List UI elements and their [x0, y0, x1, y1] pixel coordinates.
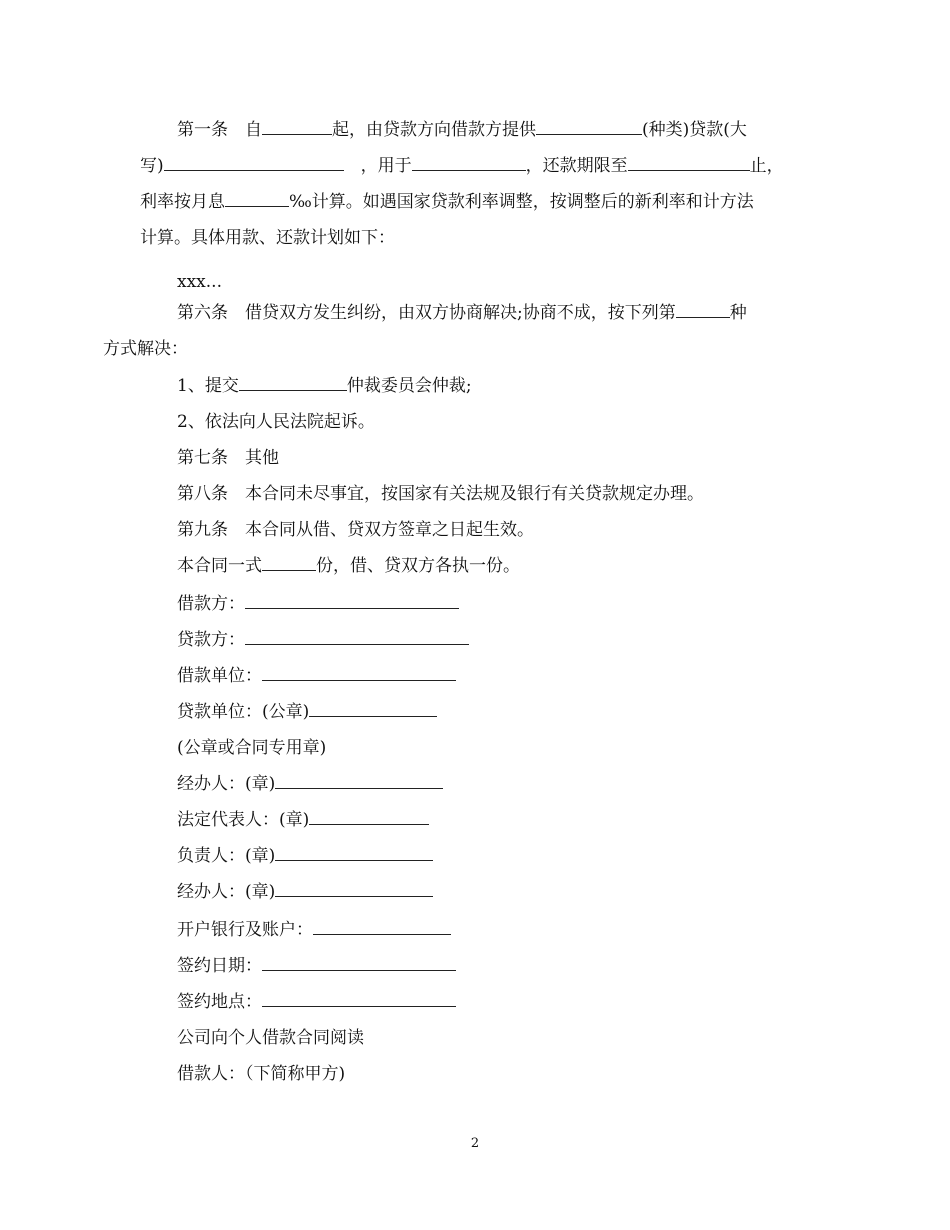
blank-copies: [262, 552, 316, 571]
blank-borrower-unit: [262, 662, 456, 681]
blank-lender: [245, 626, 469, 645]
blank-handler-1: [275, 770, 443, 789]
article-1-text-i: ‰计算。如遇国家贷款利率调整，按调整后的新利率和计方法: [289, 192, 754, 212]
blank-start-date: [262, 116, 332, 135]
responsible-label: 负责人：(章): [177, 846, 276, 866]
blank-interest-rate: [225, 188, 289, 207]
lender-unit-label: 贷款单位：(公章): [177, 702, 310, 722]
handler-2-line: [140, 874, 800, 910]
responsible-line: [140, 838, 800, 874]
borrower-label: 借款方：: [177, 594, 245, 614]
ellipsis-line: xxx...: [177, 272, 222, 292]
copies-text-b: 份，借、贷双方各执一份。: [316, 556, 520, 576]
bank-account-line: [140, 912, 800, 948]
lender-label: 贷款方：: [177, 630, 245, 650]
article-1-text-e: ，用于: [360, 156, 412, 176]
blank-responsible: [275, 842, 433, 861]
article-1: [140, 112, 800, 256]
option-1: [140, 368, 800, 404]
article-1-text-h: 利率按月息: [140, 192, 225, 212]
sign-date-label: 签约日期：: [177, 956, 262, 976]
handler-1-label: 经办人：(章): [177, 774, 276, 794]
next-contract-title: 公司向个人借款合同阅读: [177, 1028, 364, 1048]
article-6-text-b: 种: [729, 303, 747, 323]
blank-purpose: [412, 152, 526, 171]
blank-bank-account: [313, 916, 451, 935]
article-1-text-f: ，还款期限至: [525, 156, 628, 176]
article-1-text-d: 写): [140, 156, 164, 176]
handler-1-line: [140, 766, 800, 802]
blank-amount: [164, 152, 344, 171]
sign-date-line: [140, 948, 800, 984]
article-7: 第七条 其他: [177, 448, 279, 468]
article-1-text-j: 计算。具体用款、还款计划如下：: [140, 228, 395, 248]
article-6-text-a: 第六条 借贷双方发生纠纷，由双方协商解决;协商不成，按下列第: [177, 303, 676, 323]
blank-legal-rep: [309, 806, 429, 825]
sign-place-line: [140, 984, 800, 1020]
next-borrower-line: 借款人：（下简称甲方): [177, 1064, 346, 1084]
lender-line: [140, 622, 800, 658]
article-6: [103, 295, 800, 367]
borrower-line: [140, 586, 800, 622]
article-1-text-a: 第一条 自: [177, 120, 262, 140]
legal-rep-label: 法定代表人：(章): [177, 810, 310, 830]
article-8: 第八条 本合同未尽事宜，按国家有关法规及银行有关贷款规定办理。: [177, 484, 704, 504]
seal-note: (公章或合同专用章): [177, 738, 327, 758]
option-1-text-b: 仲裁委员会仲裁;: [346, 376, 472, 396]
blank-repay-deadline: [628, 152, 750, 171]
article-9: 第九条 本合同从借、贷双方签章之日起生效。: [177, 520, 534, 540]
article-1-text-g: 止，: [749, 156, 784, 176]
sign-place-label: 签约地点：: [177, 992, 262, 1012]
lender-unit-line: [140, 694, 800, 730]
blank-arbitration-committee: [239, 372, 347, 391]
option-1-text-a: 1、提交: [177, 376, 239, 396]
blank-loan-type: [536, 116, 642, 135]
blank-sign-date: [262, 952, 456, 971]
copies-line: [140, 548, 800, 584]
blank-lender-unit: [309, 698, 437, 717]
borrower-unit-label: 借款单位：: [177, 666, 262, 686]
legal-rep-line: [140, 802, 800, 838]
copies-text-a: 本合同一式: [177, 556, 262, 576]
blank-dispute-option: [676, 299, 730, 318]
option-2: 2、依法向人民法院起诉。: [177, 412, 375, 432]
article-1-text-c: (种类)贷款(大: [642, 120, 747, 140]
blank-borrower: [245, 590, 459, 609]
borrower-unit-line: [140, 658, 800, 694]
page-number: 2: [470, 1136, 480, 1151]
article-1-text-b: 起，由贷款方向借款方提供: [332, 120, 536, 140]
bank-account-label: 开户银行及账户：: [177, 920, 313, 940]
article-6-text-c: 方式解决：: [103, 339, 188, 359]
blank-handler-2: [275, 878, 433, 897]
blank-sign-place: [262, 988, 456, 1007]
handler-2-label: 经办人：(章): [177, 882, 276, 902]
